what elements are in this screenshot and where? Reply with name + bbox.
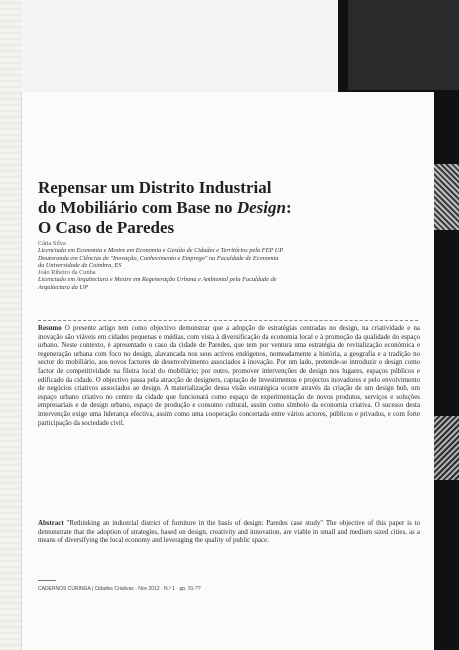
- title-line-2-post: :: [285, 198, 292, 217]
- abstract-paragraph: [38, 520, 420, 546]
- title-line-3: O Caso de Paredes: [38, 218, 175, 237]
- abstract-text: "Rethinking an industrial district of furniture in the basis of design: Paredes case study" The objective of this paper is to demonstrate that the adoption of strategies, based on design, creativity and innovation, are viable in small and medium sized cities, as a means of diversifying the local economy and leveraging the quality of public space.: [38, 520, 420, 545]
- abstract-label: Abstract: [38, 520, 64, 527]
- author-name: João Ribeiro da Cunha: [38, 269, 96, 277]
- section-divider: [38, 320, 418, 321]
- title-line-2-pre: do Mobiliário com Base no: [38, 198, 237, 217]
- article-title: [38, 178, 418, 238]
- title-line-2-emphasis: Design: [236, 198, 286, 217]
- scan-left-edge: [0, 0, 22, 650]
- author-block: [38, 240, 330, 291]
- footnote-rule: [38, 580, 56, 581]
- author-bio-line: Licenciada em Economia e Mestre em Economia e Gestão de Cidades e Territórios pela FEP UP.: [38, 247, 284, 255]
- resumo-label: Resumo: [38, 325, 62, 332]
- author-bio-line: Licenciado em Arquitectura e Mestre em Regeneração Urbana e Ambiental pela Faculdade de: [38, 276, 277, 284]
- document-page: [22, 92, 434, 650]
- scanner-dark-corner: [348, 0, 459, 90]
- author-bio-line: Doutoranda em Ciências de "Inovação, Conhecimento e Emprego" na Faculdade de Economia: [38, 254, 279, 262]
- resumo-paragraph: [38, 325, 420, 428]
- author-bio-line: da Universidade de Coimbra, ES: [38, 261, 122, 269]
- author-bio-line: Arquitectura da UP: [38, 283, 88, 291]
- page-footer: CADERNOS CURINGA | Cidades Criativas · Nov 2012 · N.º 1 · pp. 31-??: [38, 586, 201, 592]
- resumo-text: O presente artigo tem como objectivo demonstrar que a adopção de estratégias centradas no design, na criatividade e na inovação são viáveis em cidades pequenas e médias, com vista à diversificação da economia local e à promoção da qualidade do espaço urbano. Neste contexto, é apresentado o caso da cidade de Paredes, que tem por ventura uma estratégia de revitalização económica e regeneração urbana com foco no design, alavancada nos seus activos endógenos, nomeadamente a história, a geografia e a tradição no sector do mobiliário, aos novos factores de desenvolvimento associados à inovação. Por um lado, pretende-se introduzir o design como factor de competitividade na fileira local do mobiliário; por outro, promover intervenções de design nos lugares, espaços públicos e edificado da cidade. O objectivo passa pela atracção de designers, captação de investimentos e projectos inovadores e pelo envolvimento de negócios criativos associados ao design. A materialização dessa visão estratégica ocorre através da criação de um design hub, um espaço urbano criativo no centro da cidade que funcionará como espaço de experimentação de novos produtos, serviços e soluções empresariais e de design urbano, espaço de produção e consumo cultural, assim como símbolo da economia criativa. O sucesso desta intervenção exige uma liderança efectiva, assim como uma cooperação concertada entre vários actores, públicos e privados, e com forte participação da sociedade civil.: [38, 325, 420, 427]
- author-name: Cátia Silva: [38, 240, 66, 247]
- title-line-1: Repensar um Distrito Industrial: [38, 178, 272, 197]
